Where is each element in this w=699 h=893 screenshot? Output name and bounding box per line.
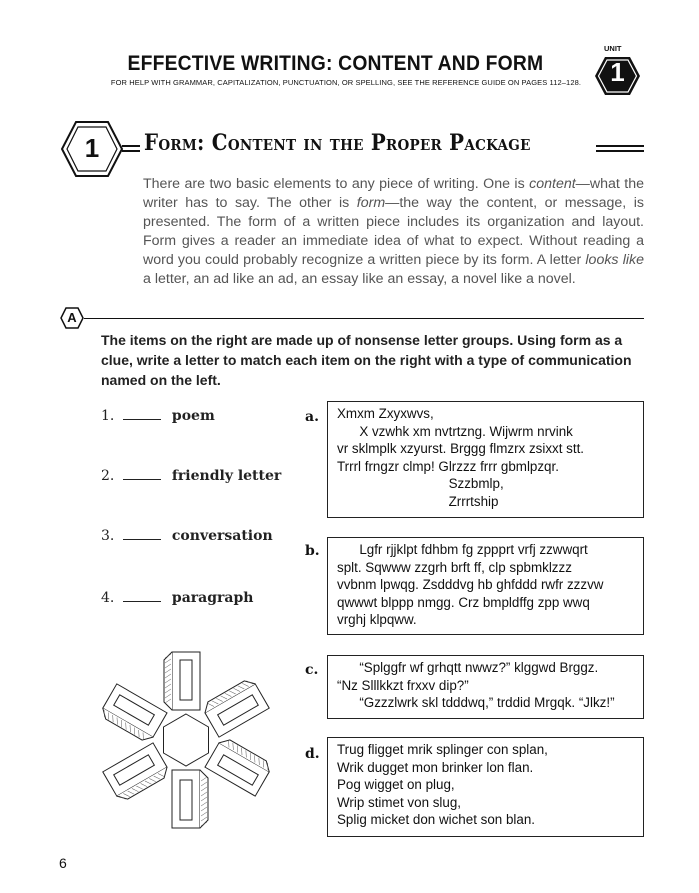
instructions: The items on the right are made up of nonsense letter groups. Using form as a clue, write a letter to match each item on the right with a type of communication named on the left. (101, 332, 632, 388)
option-line: “Gzzzlwrk skl tdddwq,” trddid Mrgqk. “Jlkz!” (337, 695, 615, 711)
answer-blank[interactable] (123, 468, 161, 480)
answer-blank[interactable] (123, 590, 161, 602)
option-line: splt. Sqwww zzgrh brft ff, clp spbmklzzz (337, 559, 572, 575)
section-letter: A (67, 310, 77, 325)
intro-text-run: —what the writer has to say. The other is (143, 176, 644, 212)
page-number: 6 (59, 855, 67, 871)
option-box-b (327, 537, 644, 635)
unit-label: UNIT (604, 44, 622, 53)
option-line: Splig micket don wichet son blan. (337, 812, 535, 828)
option-line: vvbnm lpwqg. Zsdddvg hb ghfddd rwfr zzzvw (337, 577, 604, 593)
list-item (101, 528, 273, 544)
intro-text-run: looks like (585, 252, 644, 269)
option-line: Trrrl frngzr clmp! Glrzzz frrr gbmlpzqr. (337, 458, 559, 474)
option-line: vrghj klpqww. (337, 612, 417, 628)
item-label: paragraph (171, 590, 254, 606)
option-line: vr sklmplk xzyurst. Brggg flmzrx zsixxt stt. (337, 441, 585, 457)
intro-text-run: a letter, an ad like an ad, an essay like an essay, a novel like a novel. (143, 271, 576, 288)
option-box-d (327, 737, 644, 837)
interlocking-knot-illustration (97, 648, 275, 833)
option-line: “Splggfr wf grhqtt nwwz?” klggwd Brggz. (337, 660, 599, 675)
intro-text-run: —the way the content, or message, is presented. The form of a written piece includes its organization and layout. Form gives a reader an immediate idea of what to expect. Without reading a word you could probably recognize a written piece by its form. A letter (143, 195, 644, 269)
item-label: friendly letter (171, 468, 282, 484)
section-rule (84, 318, 644, 319)
unit-number: 1 (610, 57, 625, 87)
unit-title: EFFECTIVE WRITING: CONTENT AND FORM (127, 52, 544, 75)
option-letter: a. (305, 409, 319, 425)
option-line: Trug fligget mrik splinger con splan, (337, 742, 548, 757)
answer-blank[interactable] (123, 408, 161, 420)
item-number: 4. (101, 590, 115, 606)
intro-text-run: content (529, 176, 576, 192)
option-letter: b. (305, 543, 320, 559)
item-number: 3. (101, 528, 115, 544)
option-box-a (327, 401, 644, 518)
option-line: qwwwt blppp nmgg. Crz bmpldffg zpp wwq (337, 594, 590, 610)
list-item (101, 468, 281, 484)
option-line: Pog wigget on plug, (337, 777, 455, 793)
intro-paragraph (143, 175, 644, 290)
option-line: Wrip stimet von slug, (337, 794, 462, 810)
option-line: “Nz Slllkkzt frxxv dip?” (337, 677, 469, 693)
heading-rule-right (596, 145, 644, 152)
list-item (101, 408, 215, 424)
heading-rule-left (122, 145, 140, 152)
answer-blank[interactable] (123, 528, 161, 540)
lesson-title: Form: Content in the Proper Package (144, 130, 531, 156)
item-label: poem (171, 408, 215, 424)
intro-text-run: There are two basic elements to any piece of writing. One is (143, 176, 530, 192)
reference-note: FOR HELP WITH GRAMMAR, CAPITALIZATION, PUNCTUATION, OR SPELLING, SEE THE REFERENCE GUIDE ON PAGES 112–128. (110, 78, 582, 87)
option-letter: c. (305, 662, 319, 678)
option-letter: d. (305, 746, 320, 762)
option-line: Zrrrtship (337, 493, 499, 509)
option-box-c (327, 655, 644, 719)
item-label: conversation (171, 528, 273, 544)
option-line: Lgfr rjjklpt fdhbm fg zppprt vrfj zzwwqrt (337, 542, 588, 557)
item-number: 1. (101, 408, 115, 424)
option-line: X vzwhk xm nvtrtzng. Wijwrm nrvink (337, 423, 573, 439)
item-number: 2. (101, 468, 115, 484)
option-line: Xmxm Zxyxwvs, (337, 406, 434, 421)
lesson-number: 1 (84, 133, 100, 163)
list-item (101, 590, 253, 606)
option-line: Szzbmlp, (337, 476, 504, 492)
option-line: Wrik dugget mon brinker lon flan. (337, 759, 534, 775)
intro-text-run: form (356, 195, 386, 212)
